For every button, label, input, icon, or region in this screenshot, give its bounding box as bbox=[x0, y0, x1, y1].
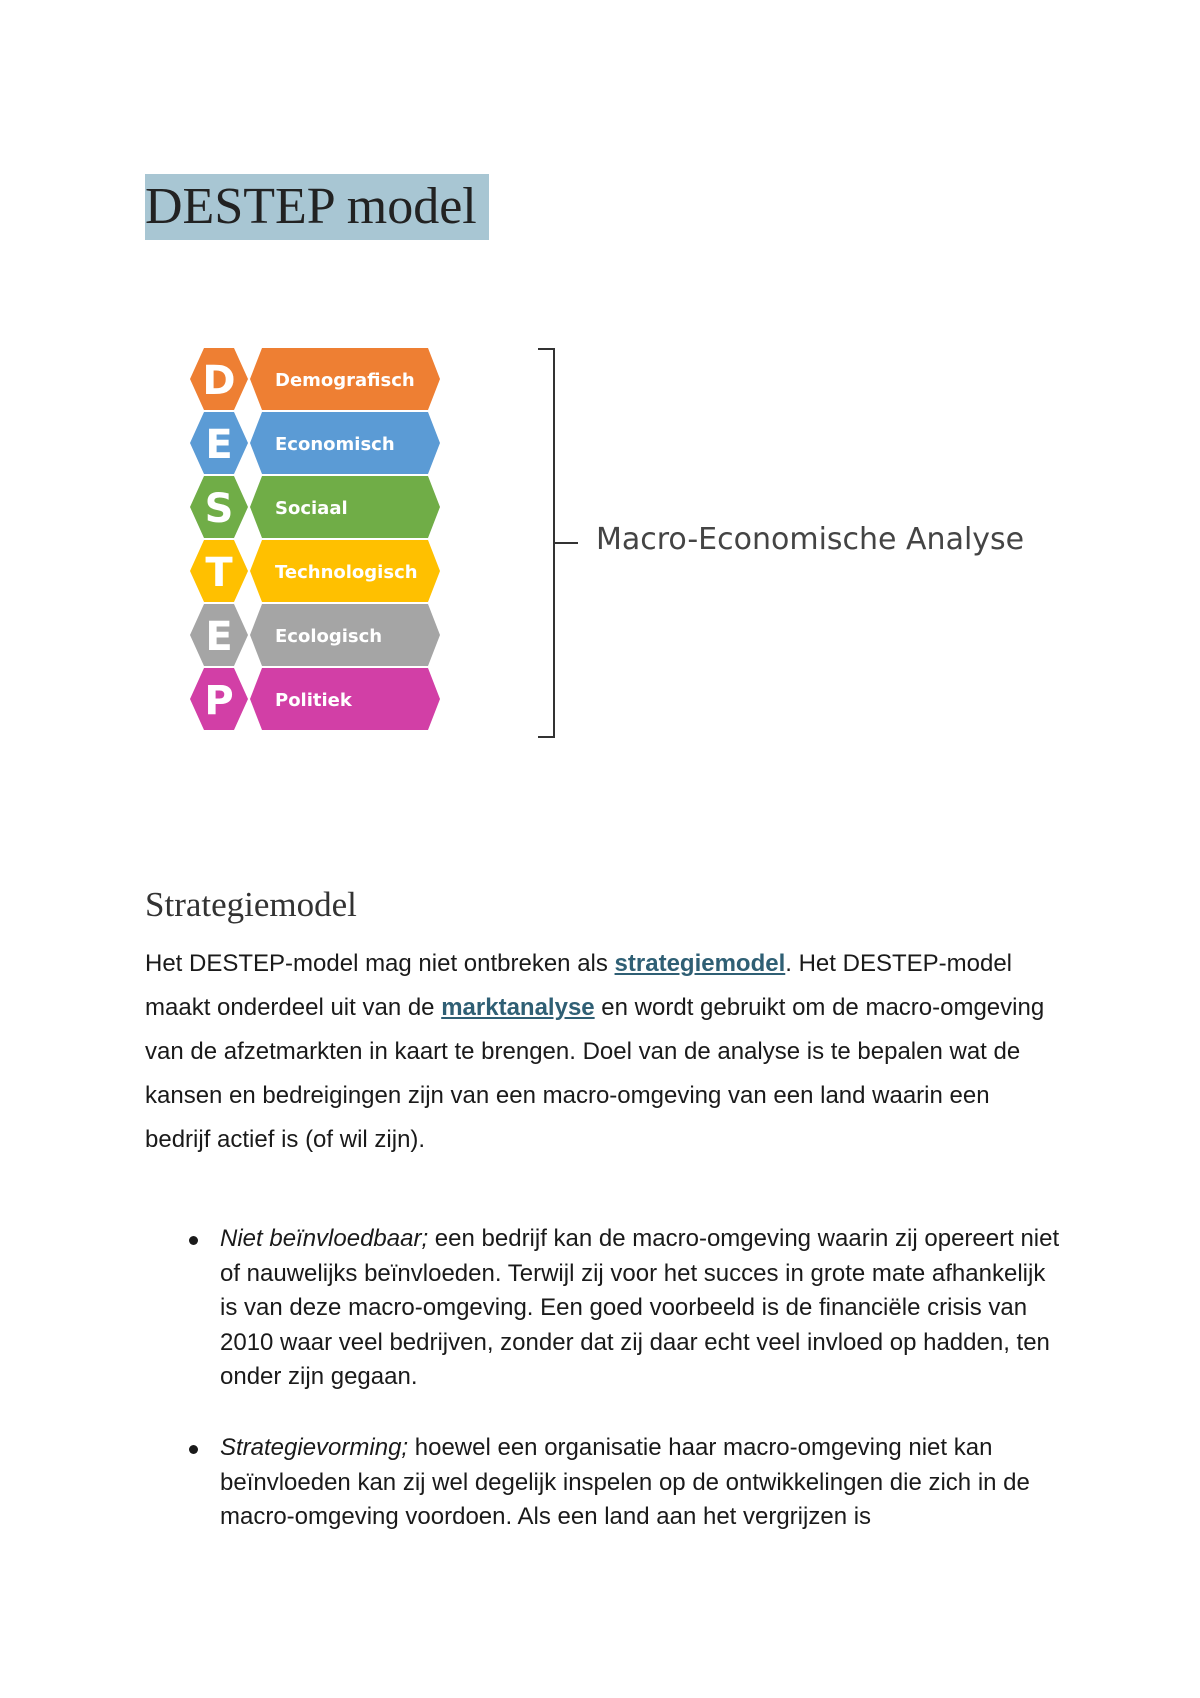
section-paragraph bbox=[145, 942, 1045, 1162]
destep-label: Economisch bbox=[275, 434, 395, 455]
destep-letter: S bbox=[204, 486, 234, 532]
destep-letter: T bbox=[205, 550, 233, 596]
list-item bbox=[220, 1222, 1060, 1395]
destep-letter: P bbox=[204, 678, 234, 724]
destep-label: Politiek bbox=[275, 690, 352, 711]
paragraph-text: en wordt gebruikt om de macro-omgeving van de afzetmarkten in kaart te brengen. Doel van de analyse is te bepalen wat de kansen en bedreigingen zijn van een macro-omgeving van een land waarin een bedrijf actief is (of wil zijn). bbox=[145, 994, 1045, 1153]
marktanalyse-link[interactable]: marktanalyse bbox=[441, 994, 595, 1021]
bracket-label: Macro-Economische Analyse bbox=[596, 522, 1025, 557]
section-heading: Strategiemodel bbox=[145, 885, 357, 924]
bracket bbox=[530, 345, 600, 745]
destep-label: Ecologisch bbox=[275, 626, 383, 647]
bullet-list-2 bbox=[180, 1431, 1060, 1535]
bullet-list-1 bbox=[180, 1222, 1060, 1395]
destep-diagram bbox=[190, 340, 570, 760]
bullet-icon bbox=[189, 1445, 198, 1454]
bullet-icon bbox=[189, 1236, 198, 1245]
list-item bbox=[220, 1431, 1060, 1535]
bullet-text: een bedrijf kan de macro-omgeving waarin zij opereert niet of nauwelijks beïnvloeden. Terwijl zij voor het succes in grote mate afhankelijk is van deze macro-omgeving. Een goed voorbeeld is de financiële crisis van 2010 waar veel bedrijven, zonder dat zij daar echt veel invloed op hadden, ten onder zijn gegaan. bbox=[220, 1225, 1060, 1390]
destep-letter: E bbox=[205, 614, 233, 660]
destep-label: Demografisch bbox=[275, 370, 415, 391]
paragraph-text: Het DESTEP-model mag niet ontbreken als bbox=[145, 950, 615, 977]
destep-label: Sociaal bbox=[275, 498, 348, 519]
page-title: DESTEP model bbox=[145, 174, 489, 240]
strategiemodel-link[interactable]: strategiemodel bbox=[614, 950, 786, 977]
paragraph-text: . Het DESTEP-model maakt onderdeel uit van de bbox=[145, 950, 1012, 1021]
bullet-term: Strategievorming; bbox=[220, 1434, 409, 1461]
destep-label: Technologisch bbox=[275, 562, 418, 583]
bullet-text: hoewel een organisatie haar macro-omgeving niet kan beïnvloeden kan zij wel degelijk inspelen op de ontwikkelingen die zich in de macro-omgeving voordoen. Als een land aan het vergrijzen is bbox=[220, 1434, 1030, 1530]
destep-letter: D bbox=[202, 358, 236, 404]
bullet-term: Niet beïnvloedbaar; bbox=[220, 1225, 429, 1252]
destep-letter: E bbox=[205, 422, 233, 468]
